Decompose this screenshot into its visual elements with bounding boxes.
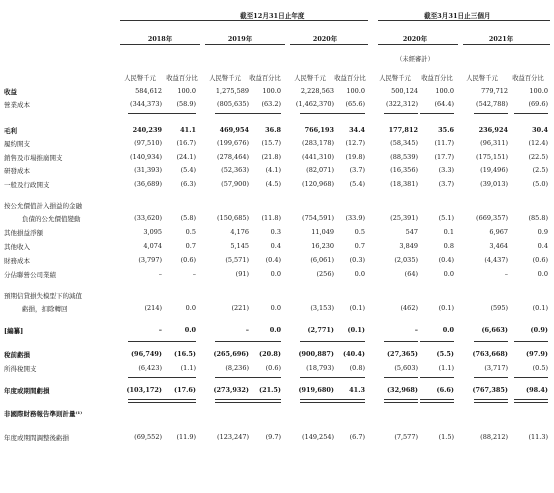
cell-percent: (0.1) — [438, 304, 454, 312]
row-label — [4, 350, 30, 359]
subtotal-rule — [128, 113, 162, 114]
year-rule-2020 — [290, 44, 368, 45]
cell-amount: – — [158, 326, 162, 334]
cell-percent: (5.1) — [438, 214, 454, 222]
subtotal-rule — [247, 402, 281, 403]
cell-amount: (32,968) — [386, 386, 418, 394]
cell-amount: (149,254) — [302, 433, 334, 441]
row-label-text: 預期信貸損失模型下的減值 — [4, 292, 82, 300]
cell-amount: (273,932) — [213, 386, 249, 394]
cell-amount: (31,393) — [134, 166, 162, 174]
subtotal-rule — [420, 402, 454, 403]
cell-percent: (63.2) — [261, 100, 281, 108]
cell-amount: (58,345) — [390, 139, 418, 147]
cell-amount: (3,153) — [310, 304, 334, 312]
row-label-text: 所得稅開支 — [4, 365, 37, 373]
cell-amount: (91) — [235, 270, 249, 278]
subtotal-rule — [128, 402, 162, 403]
cell-amount: (4,437) — [484, 256, 508, 264]
column-header-percent: 收益百分比 — [334, 75, 366, 82]
cell-percent: (12.7) — [345, 139, 365, 147]
cell-percent: (16.7) — [176, 139, 196, 147]
subtotal-rule — [331, 399, 365, 400]
subtotal-rule — [300, 402, 334, 403]
cell-amount: (96,311) — [480, 139, 508, 147]
row-label — [22, 304, 68, 313]
cell-amount: 6,967 — [489, 228, 508, 236]
unaudited-note: （未經審計） — [396, 56, 434, 63]
row-label — [4, 364, 37, 373]
subtotal-rule — [331, 113, 365, 114]
cell-amount: (322,312) — [386, 100, 418, 108]
subtotal-rule — [384, 341, 418, 342]
row-label — [4, 201, 82, 210]
cell-percent: (0.1) — [349, 304, 365, 312]
cell-percent: 100.0 — [177, 87, 196, 95]
subtotal-rule — [162, 377, 196, 378]
cell-percent: (0.6) — [532, 256, 548, 264]
row-label — [4, 139, 30, 148]
cell-amount: (175,151) — [476, 153, 508, 161]
cell-percent: 0.0 — [269, 326, 281, 334]
cell-amount: (8,236) — [225, 364, 249, 372]
cell-percent: (0.6) — [180, 256, 196, 264]
column-header-amount: 人民幣千元 — [209, 75, 241, 82]
year-header-2018: 2018年 — [147, 35, 173, 43]
subtotal-rule — [384, 399, 418, 400]
cell-amount: (52,363) — [221, 166, 249, 174]
subtotal-rule — [514, 399, 548, 400]
cell-percent: 100.0 — [262, 87, 281, 95]
row-label — [4, 270, 56, 279]
cell-percent: (0.1) — [532, 304, 548, 312]
cell-percent: 0.0 — [442, 326, 454, 334]
row-label — [4, 409, 82, 418]
cell-amount: (33,620) — [134, 214, 162, 222]
row-label-text: 分佔聯營公司業績 — [4, 271, 56, 279]
cell-percent: (5.5) — [436, 350, 454, 358]
subtotal-rule — [300, 341, 334, 342]
cell-amount: (3,797) — [138, 256, 162, 264]
row-label — [4, 433, 69, 442]
cell-amount: (7,577) — [394, 433, 418, 441]
year-header-2019: 2019年 — [227, 35, 253, 43]
cell-amount: (2,771) — [307, 326, 334, 334]
subtotal-rule — [215, 402, 249, 403]
subtotal-rule — [162, 113, 196, 114]
cell-percent: (19.8) — [345, 153, 365, 161]
year-rule-2021-q1 — [463, 44, 550, 45]
cell-percent: 0.0 — [185, 304, 196, 312]
row-label-text: 其他收入 — [4, 243, 30, 251]
cell-percent: (5.8) — [180, 214, 196, 222]
cell-amount: 177,812 — [388, 126, 418, 134]
subtotal-rule — [420, 377, 454, 378]
row-label — [22, 214, 81, 223]
cell-percent: (15.7) — [261, 139, 281, 147]
cell-percent: 34.4 — [349, 126, 365, 134]
subtotal-rule — [474, 399, 508, 400]
column-header-amount: 人民幣千元 — [379, 75, 411, 82]
cell-amount: (39,013) — [480, 180, 508, 188]
cell-amount: (123,247) — [217, 433, 249, 441]
subtotal-rule — [474, 341, 508, 342]
cell-amount: (462) — [400, 304, 418, 312]
period-annual-rule — [120, 20, 368, 21]
period-quarter-header: 截至3月31日止三個月 — [424, 12, 491, 20]
row-label — [4, 153, 63, 162]
cell-percent: (5.0) — [532, 180, 548, 188]
cell-amount: (278,464) — [217, 153, 249, 161]
cell-amount: (88,539) — [390, 153, 418, 161]
cell-percent: (0.1) — [347, 326, 365, 334]
cell-amount: (900,887) — [298, 350, 334, 358]
row-label — [4, 126, 17, 135]
cell-percent: 0.0 — [184, 326, 196, 334]
cell-percent: (85.8) — [528, 214, 548, 222]
cell-percent: (69.6) — [528, 100, 548, 108]
cell-percent: 0.4 — [270, 242, 281, 250]
cell-percent: (24.1) — [176, 153, 196, 161]
cell-amount: (256) — [316, 270, 334, 278]
row-label-text: [編纂] — [4, 327, 24, 335]
subtotal-rule — [331, 341, 365, 342]
cell-percent: (1.5) — [438, 433, 454, 441]
cell-amount: (6,423) — [138, 364, 162, 372]
cell-percent: (21.8) — [261, 153, 281, 161]
column-header-percent: 收益百分比 — [512, 75, 544, 82]
subtotal-rule — [514, 377, 548, 378]
cell-percent: 100.0 — [346, 87, 365, 95]
year-header-2020: 2020年 — [312, 35, 338, 43]
cell-amount: (763,668) — [472, 350, 508, 358]
row-label-text: 營業成本 — [4, 101, 30, 109]
subtotal-rule — [215, 377, 249, 378]
cell-amount: (36,689) — [134, 180, 162, 188]
cell-percent: (40.4) — [343, 350, 365, 358]
cell-percent: 0.5 — [354, 228, 365, 236]
cell-amount: 240,239 — [132, 126, 162, 134]
subtotal-rule — [300, 399, 334, 400]
cell-percent: (17.7) — [434, 153, 454, 161]
cell-percent: 0.7 — [354, 242, 365, 250]
cell-percent: 0.3 — [270, 228, 281, 236]
cell-percent: (9.7) — [265, 433, 281, 441]
cell-amount: (283,178) — [302, 139, 334, 147]
row-label-text: 非國際財務報告準則計量⁽¹⁾ — [4, 410, 83, 418]
cell-amount: (97,510) — [134, 139, 162, 147]
cell-percent: (4.5) — [265, 180, 281, 188]
cell-amount: (767,385) — [472, 386, 508, 394]
row-label-text: 收益 — [4, 88, 17, 96]
subtotal-rule — [247, 113, 281, 114]
row-label — [4, 242, 30, 251]
cell-percent: 0.5 — [185, 228, 196, 236]
subtotal-rule — [514, 341, 548, 342]
cell-amount: (542,788) — [476, 100, 508, 108]
row-label — [4, 326, 23, 335]
cell-amount: 3,464 — [489, 242, 508, 250]
cell-amount: 766,193 — [304, 126, 334, 134]
subtotal-rule — [420, 113, 454, 114]
cell-amount: (6,663) — [481, 326, 508, 334]
cell-amount: (150,685) — [217, 214, 249, 222]
cell-percent: 0.0 — [537, 270, 548, 278]
cell-amount: (199,676) — [217, 139, 249, 147]
cell-percent: (1.1) — [180, 364, 196, 372]
column-header-amount: 人民幣千元 — [124, 75, 156, 82]
cell-amount: 1,275,589 — [215, 87, 249, 95]
cell-percent: 36.8 — [265, 126, 281, 134]
subtotal-rule — [162, 399, 196, 400]
cell-percent: (98.4) — [526, 386, 548, 394]
cell-percent: (5.4) — [180, 166, 196, 174]
row-label-text: 一般及行政開支 — [4, 181, 50, 189]
cell-amount: 547 — [405, 228, 418, 236]
cell-amount: (805,635) — [217, 100, 249, 108]
subtotal-rule — [247, 377, 281, 378]
row-label-text: 銷售及市場推廣開支 — [4, 154, 63, 162]
subtotal-rule — [247, 341, 281, 342]
period-quarter-rule — [378, 20, 550, 21]
cell-percent: (0.9) — [530, 326, 548, 334]
cell-amount: (919,680) — [298, 386, 334, 394]
subtotal-rule — [215, 113, 249, 114]
row-label-text: 毛利 — [4, 127, 17, 135]
row-label — [4, 100, 30, 109]
cell-amount: 4,176 — [230, 228, 249, 236]
period-annual-header: 截至12月31日止年度 — [240, 12, 305, 20]
cell-percent: (3.7) — [438, 180, 454, 188]
cell-amount: (27,365) — [386, 350, 418, 358]
year-header-2021-q1: 2021年 — [488, 35, 514, 43]
cell-amount: – — [245, 326, 249, 334]
subtotal-rule — [474, 377, 508, 378]
cell-percent: 0.0 — [354, 270, 365, 278]
subtotal-rule — [420, 341, 454, 342]
row-label — [4, 386, 50, 395]
column-header-percent: 收益百分比 — [166, 75, 198, 82]
subtotal-rule — [300, 377, 334, 378]
cell-percent: (65.6) — [345, 100, 365, 108]
subtotal-rule — [384, 113, 418, 114]
cell-percent: (0.3) — [349, 256, 365, 264]
cell-percent: (11.8) — [261, 214, 281, 222]
row-label — [4, 87, 17, 96]
cell-percent: 0.0 — [443, 270, 454, 278]
cell-amount: (2,035) — [394, 256, 418, 264]
cell-percent: (3.7) — [349, 166, 365, 174]
cell-percent: (0.5) — [532, 364, 548, 372]
cell-amount: (18,381) — [390, 180, 418, 188]
cell-amount: (265,696) — [213, 350, 249, 358]
cell-percent: (20.8) — [259, 350, 281, 358]
cell-percent: (64.4) — [434, 100, 454, 108]
cell-amount: (103,172) — [126, 386, 162, 394]
subtotal-rule — [420, 399, 454, 400]
cell-percent: (33.9) — [345, 214, 365, 222]
cell-amount: (5,571) — [225, 256, 249, 264]
cell-amount: (6,061) — [310, 256, 334, 264]
cell-percent: (4.1) — [265, 166, 281, 174]
subtotal-rule — [514, 113, 548, 114]
row-label — [4, 291, 82, 300]
row-label-text: 其他損益淨額 — [4, 229, 43, 237]
cell-amount: (595) — [490, 304, 508, 312]
cell-amount: (18,793) — [306, 364, 334, 372]
cell-amount: (96,749) — [130, 350, 162, 358]
cell-amount: 4,074 — [143, 242, 162, 250]
cell-percent: (17.6) — [174, 386, 196, 394]
cell-percent: (0.6) — [265, 364, 281, 372]
year-rule-2020-q1 — [378, 44, 458, 45]
cell-percent: (3.3) — [438, 166, 454, 174]
row-label — [4, 166, 30, 175]
cell-amount: 2,228,563 — [300, 87, 334, 95]
cell-amount: (344,373) — [130, 100, 162, 108]
column-header-amount: 人民幣千元 — [466, 75, 498, 82]
row-label-text: 按公允價值計入損益的金融 — [4, 202, 82, 210]
cell-percent: (97.9) — [526, 350, 548, 358]
cell-amount: – — [158, 270, 162, 278]
row-label-text: 虧損，扣除轉回 — [22, 305, 68, 313]
cell-amount: 16,230 — [311, 242, 334, 250]
cell-amount: 5,145 — [230, 242, 249, 250]
cell-amount: (669,357) — [476, 214, 508, 222]
subtotal-rule — [215, 341, 249, 342]
cell-amount: – — [414, 326, 418, 334]
subtotal-rule — [128, 377, 162, 378]
cell-amount: (120,968) — [302, 180, 334, 188]
cell-amount: 236,924 — [478, 126, 508, 134]
column-header-percent: 收益百分比 — [421, 75, 453, 82]
cell-percent: 0.8 — [443, 242, 454, 250]
subtotal-rule — [474, 402, 508, 403]
cell-percent: (6.6) — [436, 386, 454, 394]
cell-percent: 0.9 — [537, 228, 548, 236]
cell-percent: 41.1 — [180, 126, 196, 134]
cell-amount: 500,124 — [391, 87, 418, 95]
subtotal-rule — [384, 402, 418, 403]
cell-percent: (12.4) — [528, 139, 548, 147]
cell-percent: (21.5) — [259, 386, 281, 394]
cell-amount: (214) — [144, 304, 162, 312]
cell-amount: – — [504, 270, 508, 278]
cell-percent: (2.5) — [532, 166, 548, 174]
subtotal-rule — [128, 399, 162, 400]
row-label-text: 履約開支 — [4, 140, 30, 148]
cell-percent: 41.3 — [349, 386, 365, 394]
cell-amount: (69,552) — [134, 433, 162, 441]
cell-percent: 0.1 — [443, 228, 454, 236]
cell-percent: (11.3) — [528, 433, 548, 441]
cell-amount: (3,717) — [484, 364, 508, 372]
subtotal-rule — [162, 402, 196, 403]
year-rule-2019 — [205, 44, 285, 45]
subtotal-rule — [474, 113, 508, 114]
subtotal-rule — [128, 341, 162, 342]
cell-percent: (6.3) — [180, 180, 196, 188]
year-header-2020-q1: 2020年 — [402, 35, 428, 43]
column-header-percent: 收益百分比 — [249, 75, 281, 82]
cell-percent: (6.7) — [349, 433, 365, 441]
cell-percent: (16.5) — [174, 350, 196, 358]
cell-percent: (22.5) — [528, 153, 548, 161]
cell-percent: 35.6 — [438, 126, 454, 134]
cell-percent: (11.7) — [434, 139, 454, 147]
row-label — [4, 256, 30, 265]
row-label-text: 負債的公允價值變動 — [22, 215, 81, 223]
cell-percent: 30.4 — [532, 126, 548, 134]
cell-amount: (64) — [404, 270, 418, 278]
cell-amount: (221) — [231, 304, 249, 312]
cell-percent: (5.4) — [349, 180, 365, 188]
row-label-text: 研發成本 — [4, 167, 30, 175]
subtotal-rule — [331, 402, 365, 403]
cell-percent: (11.9) — [176, 433, 196, 441]
cell-amount: (25,391) — [390, 214, 418, 222]
cell-percent: 0.0 — [270, 304, 281, 312]
cell-amount: (19,496) — [480, 166, 508, 174]
subtotal-rule — [300, 113, 334, 114]
cell-percent: 0.7 — [185, 242, 196, 250]
cell-percent: – — [192, 270, 196, 278]
cell-amount: (441,310) — [302, 153, 334, 161]
cell-percent: 100.0 — [529, 87, 548, 95]
cell-amount: 469,954 — [219, 126, 249, 134]
row-label-text: 年度或期間虧損 — [4, 387, 50, 395]
row-label-text: 財務成本 — [4, 257, 30, 265]
cell-percent: (0.8) — [349, 364, 365, 372]
cell-amount: (140,934) — [130, 153, 162, 161]
cell-percent: 0.4 — [537, 242, 548, 250]
cell-percent: (58.9) — [176, 100, 196, 108]
cell-amount: 779,712 — [481, 87, 508, 95]
cell-amount: (82,071) — [306, 166, 334, 174]
cell-percent: (0.4) — [265, 256, 281, 264]
cell-percent: (0.4) — [438, 256, 454, 264]
cell-amount: (1,462,370) — [295, 100, 334, 108]
cell-amount: 11,049 — [311, 228, 334, 236]
cell-amount: 3,095 — [143, 228, 162, 236]
cell-amount: 3,849 — [399, 242, 418, 250]
cell-amount: (57,900) — [221, 180, 249, 188]
subtotal-rule — [247, 399, 281, 400]
row-label-text: 稅前虧損 — [4, 351, 30, 359]
cell-percent: 100.0 — [435, 87, 454, 95]
year-rule-2018 — [120, 44, 200, 45]
subtotal-rule — [162, 341, 196, 342]
cell-percent: (1.1) — [438, 364, 454, 372]
row-label — [4, 228, 43, 237]
row-label-text: 年度或期間調整後虧損 — [4, 434, 69, 442]
cell-amount: (16,356) — [390, 166, 418, 174]
cell-amount: (754,591) — [302, 214, 334, 222]
cell-amount: 584,612 — [135, 87, 162, 95]
subtotal-rule — [514, 402, 548, 403]
subtotal-rule — [331, 377, 365, 378]
subtotal-rule — [384, 377, 418, 378]
cell-amount: (5,603) — [394, 364, 418, 372]
column-header-amount: 人民幣千元 — [294, 75, 326, 82]
cell-amount: (88,212) — [480, 433, 508, 441]
subtotal-rule — [215, 399, 249, 400]
cell-percent: 0.0 — [270, 270, 281, 278]
row-label — [4, 180, 50, 189]
